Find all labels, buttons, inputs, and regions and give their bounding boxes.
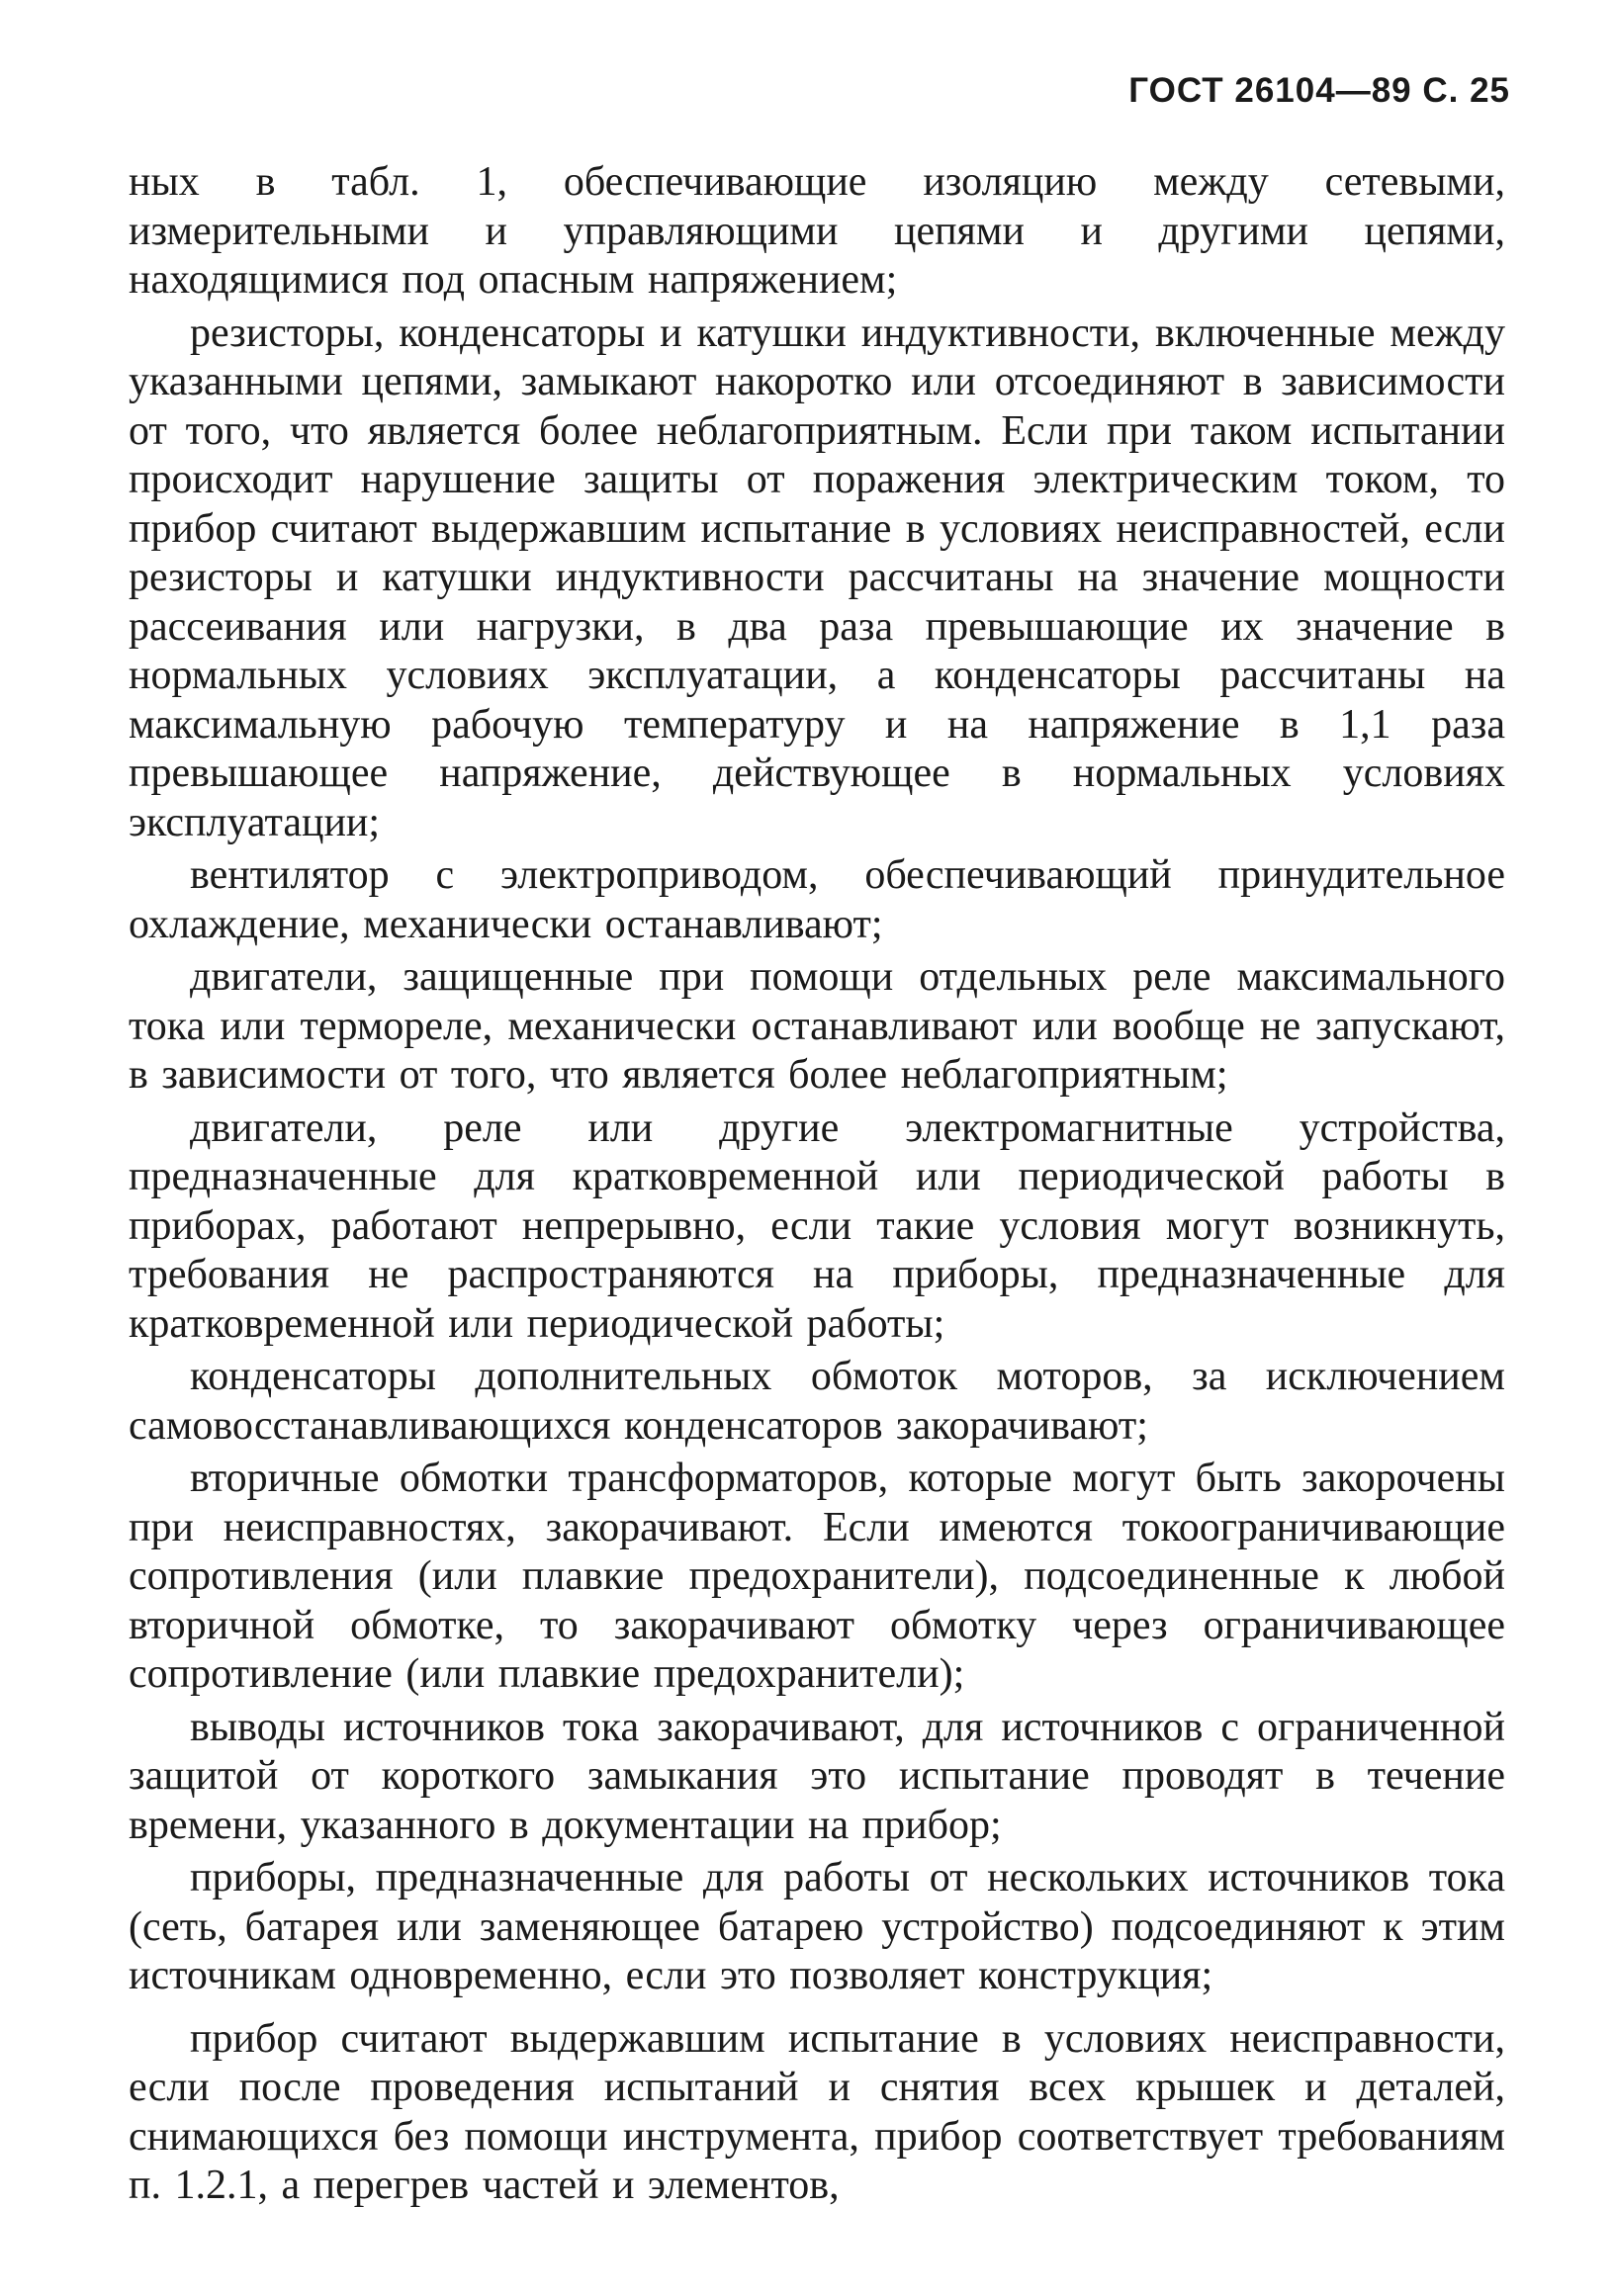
paragraph-motors-relay: двигатели, защищенные при помощи отдельных реле максимального тока или термореле, механически останавливают или вообще не запускают, в зависимости от того, что является более неблагоприятным; [129,954,1505,1098]
paragraph-transformers: вторичные обмотки трансформаторов, которые могут быть закорочены при неисправностях, закорачивают. Если имеются токоограничивающие сопротивления (или плавкие предохранители), подсоединенные к любой вторичной обмотке, то закорачивают обмотку через ограничивающее сопротивление (или плавкие предохранители); [129,1456,1505,1697]
paragraph-multiple-sources: приборы, предназначенные для работы от нескольких источников тока (сеть, батарея или заменяющее батарею устройство) подсоединяют к этим источникам одновременно, если это позволяет конструкция; [129,1855,1505,1998]
paragraph-fan: вентилятор с электроприводом, обеспечивающий принудительное охлаждение, механически останавливают; [129,852,1505,947]
body-text [129,158,1505,2215]
paragraph-current-sources: выводы источников тока закорачивают, для источников с ограниченной защитой от короткого замыкания это испытание проводят в течение времени, указанного в документации на прибор; [129,1704,1505,1848]
paragraph-electromagnetic-devices: двигатели, реле или другие электромагнитные устройства, предназначенные для кратковременной или периодической работы в приборах, работают непрерывно, если такие условия могут возникнуть, требования не распространяются на приборы, предназначенные для кратковременной или периодической работы; [129,1104,1505,1347]
running-head: ГОСТ 26104—89 С. 25 [1128,71,1510,110]
paragraph-continuation: ных в табл. 1, обеспечивающие изоляцию между сетевыми, измерительными и управляющими цепями и другими цепями, находящимися под опасным напряжением; [129,159,1505,303]
paragraph-test-passed: прибор считают выдержавшим испытание в условиях неисправности, если после проведения испытаний и снятия всех крышек и деталей, снимающихся без помощи инструмента, прибор соответствует требованиям п. 1.2.1, а перегрев частей и элементов, [129,2015,1505,2208]
paragraph-resistors: резисторы, конденсаторы и катушки индуктивности, включенные между указанными цепями, замыкают накоротко или отсоединяют в зависимости от того, что является более неблагоприятным. Если при таком испытании происходит нарушение защиты от поражения электрическим током, то прибор считают выдержавшим испытание в условиях неисправностей, если резисторы и катушки индуктивности рассчитаны на значение мощности рассеивания или нагрузки, в два раза превышающие их значение в нормальных условиях эксплуатации, а конденсаторы рассчитаны на максимальную рабочую температуру и на напряжение в 1,1 раза превышающее напряжение, действующее в нормальных условиях эксплуатации; [129,309,1505,845]
paragraph-capacitors: конденсаторы дополнительных обмоток моторов, за исключением самовосстанавливающихся конденсаторов закорачивают; [129,1354,1505,1449]
